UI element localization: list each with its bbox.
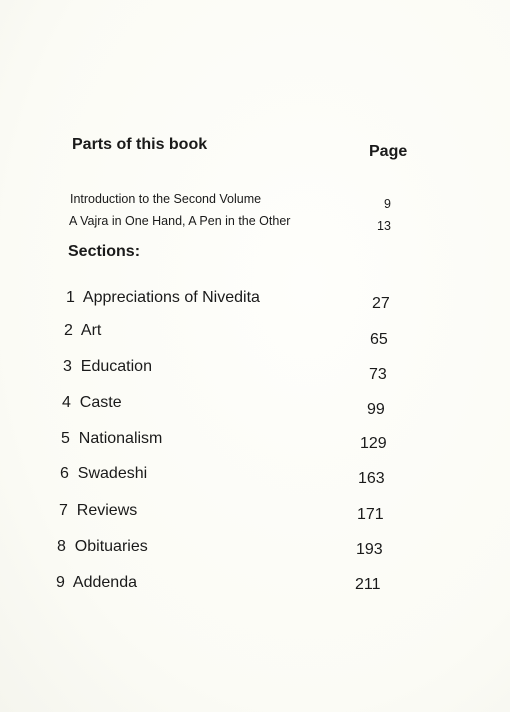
section-number: 5 (61, 430, 70, 447)
section-title: Nationalism (78, 430, 163, 447)
section-number: 2 (64, 322, 73, 339)
page-column-heading: Page (369, 143, 408, 160)
section-entry-4 (62, 394, 122, 412)
section-page: 73 (369, 366, 387, 383)
section-entry-2 (64, 322, 101, 340)
section-number: 7 (59, 502, 68, 519)
section-entry-9 (56, 574, 137, 592)
section-title: Reviews (76, 502, 138, 519)
section-number: 9 (56, 574, 65, 591)
section-page: 171 (357, 506, 384, 523)
section-number: 8 (57, 538, 66, 555)
section-title: Appreciations of Nivedita (82, 289, 260, 306)
section-entry-8 (57, 538, 148, 556)
front-matter-page: 13 (377, 219, 391, 233)
parts-heading: Parts of this book (72, 136, 208, 153)
section-entry-3 (63, 358, 152, 376)
section-title: Addenda (72, 574, 137, 591)
section-title: Education (80, 358, 152, 375)
section-entry-5 (61, 430, 162, 448)
section-page: 129 (360, 435, 387, 452)
section-page: 27 (372, 295, 390, 312)
front-matter-title: A Vajra in One Hand, A Pen in the Other (69, 214, 291, 228)
section-entry-1 (66, 289, 260, 307)
section-title: Art (80, 322, 102, 339)
section-page: 211 (355, 576, 381, 593)
section-page: 65 (370, 331, 388, 348)
section-entry-7 (59, 502, 137, 520)
front-matter-title: Introduction to the Second Volume (70, 192, 262, 206)
section-number: 6 (60, 465, 69, 482)
section-page: 193 (356, 541, 383, 558)
section-title: Caste (79, 394, 122, 411)
section-entry-6 (60, 465, 147, 483)
section-title: Swadeshi (77, 465, 148, 482)
section-page: 163 (358, 470, 385, 487)
section-number: 3 (63, 358, 72, 375)
section-number: 1 (66, 289, 75, 306)
sections-heading: Sections: (68, 243, 141, 260)
section-title: Obituaries (74, 538, 148, 555)
section-number: 4 (62, 394, 71, 411)
front-matter-page: 9 (384, 197, 391, 211)
section-page: 99 (367, 401, 385, 418)
